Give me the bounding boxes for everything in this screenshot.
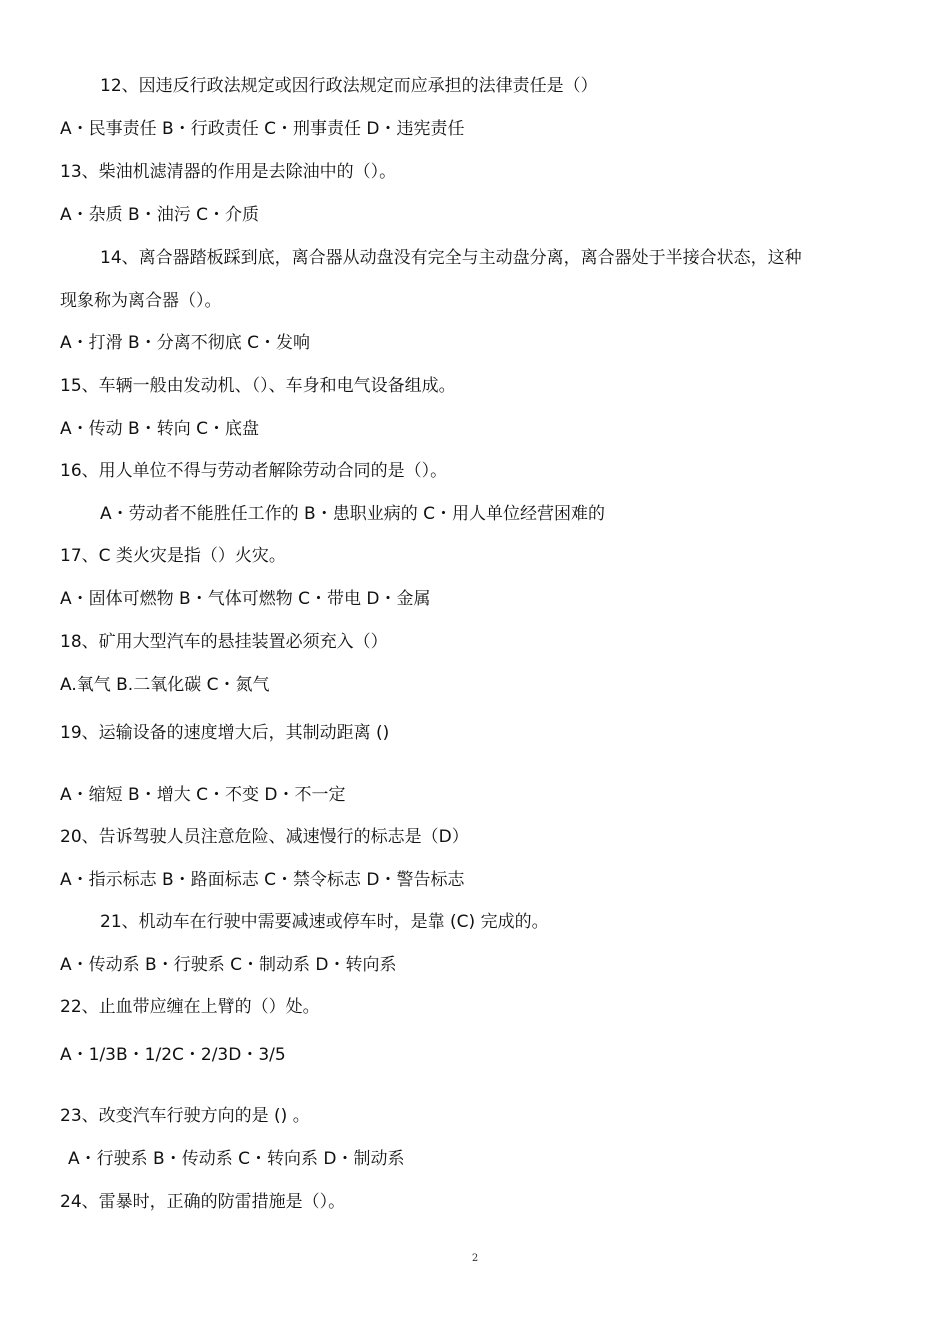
question-17: 17、C 类火灾是指（）火灾。: [60, 546, 286, 566]
question-14: 14、离合器踏板踩到底，离合器从动盘没有完全与主动盘分离，离合器处于半接合状态，这种: [100, 248, 802, 268]
options-20: A・指示标志 B・路面标志 C・禁令标志 D・警告标志: [60, 870, 465, 890]
options-17: A・固体可燃物 B・气体可燃物 C・带电 D・金属: [60, 589, 431, 609]
question-23: 23、改变汽车行驶方向的是 () 。: [60, 1106, 310, 1126]
options-18: A.氧气 B.二氧化碳 C・氮气: [60, 675, 270, 695]
question-15: 15、车辆一般由发动机、（）、车身和电气设备组成。: [60, 376, 456, 396]
question-13: 13、柴油机滤清器的作用是去除油中的（）。: [60, 162, 397, 182]
options-22: A・1/3B・1/2C・2/3D・3/5: [60, 1045, 286, 1065]
options-13: A・杂质 B・油污 C・介质: [60, 205, 259, 225]
question-18: 18、矿用大型汽车的悬挂装置必须充入（）: [60, 632, 388, 652]
options-23: A・行驶系 B・传动系 C・转向系 D・制动系: [68, 1149, 405, 1169]
options-12: A・民事责任 B・行政责任 C・刑事责任 D・违宪责任: [60, 119, 465, 139]
options-15: A・传动 B・转向 C・底盘: [60, 419, 259, 439]
question-19: 19、运输设备的速度增大后，其制动距离 (): [60, 723, 390, 743]
question-20: 20、告诉驾驶人员注意危险、减速慢行的标志是（D）: [60, 827, 469, 847]
options-14: A・打滑 B・分离不彻底 C・发响: [60, 333, 310, 353]
page-number: 2: [471, 1253, 479, 1264]
options-21: A・传动系 B・行驶系 C・制动系 D・转向系: [60, 955, 397, 975]
options-16: A・劳动者不能胜任工作的 B・患职业病的 C・用人单位经营困难的: [100, 504, 605, 524]
question-21: 21、机动车在行驶中需要减速或停车时，是靠 (C) 完成的。: [100, 912, 549, 932]
question-16: 16、用人单位不得与劳动者解除劳动合同的是（）。: [60, 461, 448, 481]
question-22: 22、止血带应缠在上臂的（）处。: [60, 997, 320, 1017]
question-24: 24、雷暴时，正确的防雷措施是（）。: [60, 1192, 346, 1212]
question-14-continued: 现象称为离合器（）。: [60, 291, 222, 311]
question-12: 12、因违反行政法规定或因行政法规定而应承担的法律责任是（）: [100, 76, 598, 96]
options-19: A・缩短 B・增大 C・不变 D・不一定: [60, 785, 346, 805]
